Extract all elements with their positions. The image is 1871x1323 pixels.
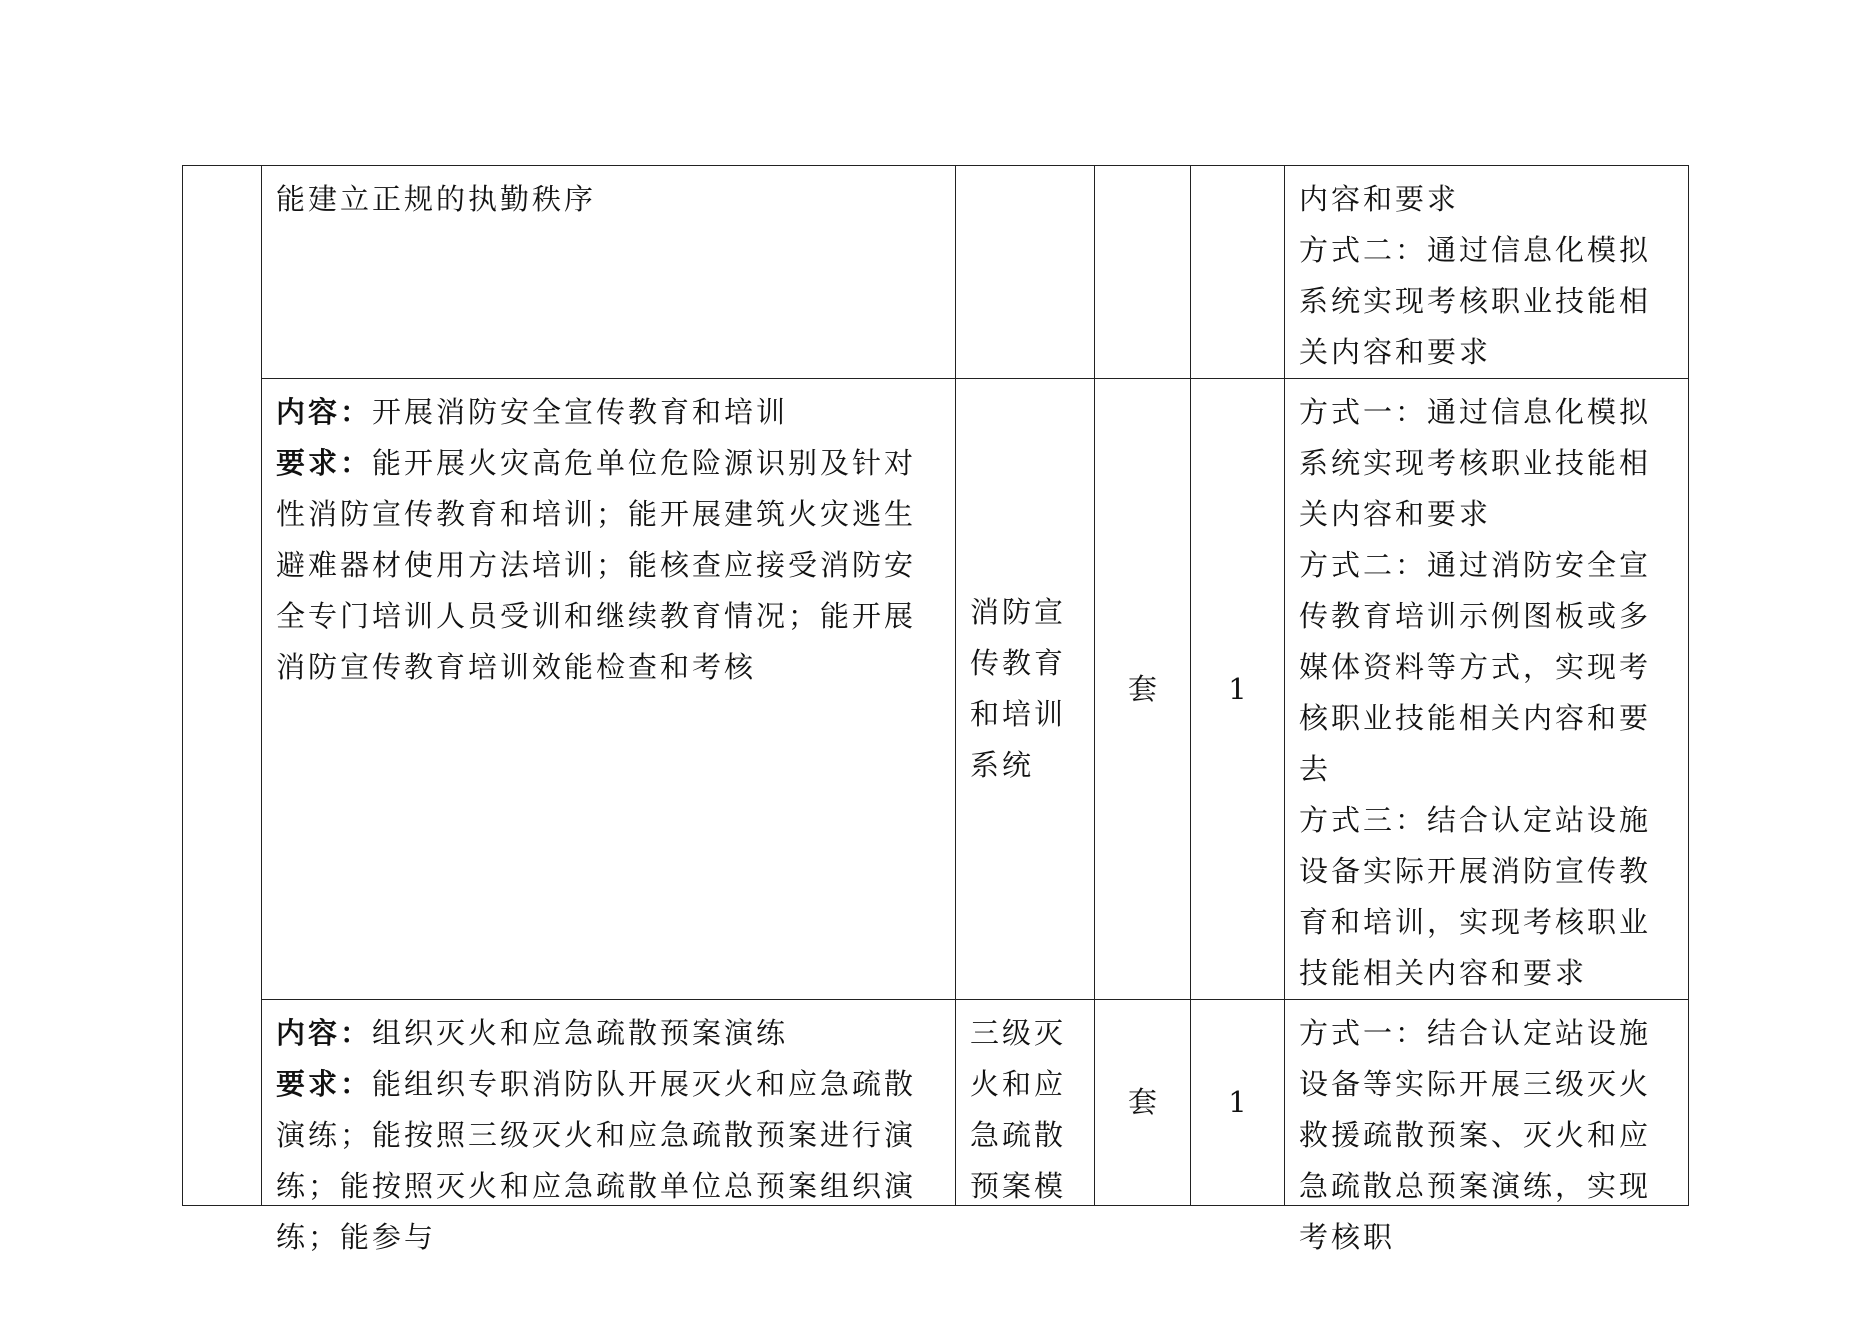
content-value: 组织灭火和应急疏散预案演练 [372, 1016, 789, 1050]
content-text: 能建立正规的执勤秩序 [276, 182, 597, 216]
content-cell [262, 379, 956, 1000]
equipment-name-cell [956, 1000, 1095, 1206]
method-cell [1285, 166, 1689, 379]
content-value: 开展消防安全宣传教育和培训 [372, 395, 789, 429]
requirement-value: 能组织专职消防队开展灭火和应急疏散演练；能按照三级灭火和应急疏散预案进行演练；能按照灭火和应急疏散单位总预案组织演练；能参与 [276, 1067, 917, 1254]
content-label: 内容： [276, 395, 373, 429]
content-cell [262, 1000, 956, 1254]
unit-text: 套 [1127, 1085, 1157, 1119]
method-text: 方式一：通过信息化模拟系统实现考核职业技能相关内容和要求 方式二：通过消防安全宣传教育培训示例图板或多媒体资料等方式，实现考核职业技能相关内容和要去 方式三：结合认定站设施设备实际开展消防宣传教育和培训，实现考核职业技能相关内容和要求 [1299, 395, 1652, 990]
method-text: 内容和要求 方式二：通过信息化模拟系统实现考核职业技能相关内容和要求 [1299, 182, 1652, 369]
quantity-text: 1 [1228, 1085, 1247, 1119]
table-row [183, 1000, 1689, 1206]
equipment-name-cell [956, 166, 1095, 379]
merged-first-column-cell [183, 166, 262, 1206]
content-text [262, 379, 955, 693]
quantity-cell [1191, 379, 1285, 1000]
table-row [183, 166, 1689, 379]
content-cell [262, 166, 956, 379]
equipment-name-text: 消防宣传教育和培训系统 [970, 595, 1067, 782]
requirement-label: 要求： [276, 446, 373, 480]
requirement-label: 要求： [276, 1067, 373, 1101]
unit-cell [1095, 1000, 1191, 1206]
method-text: 方式一：结合认定站设施设备等实际开展三级灭火救援疏散预案、灭火和应急疏散总预案演练，实现考核职 [1299, 1016, 1652, 1254]
unit-cell [1095, 166, 1191, 379]
quantity-text: 1 [1228, 671, 1247, 706]
method-cell [1285, 379, 1689, 1000]
content-label: 内容： [276, 1016, 373, 1050]
quantity-cell [1191, 1000, 1285, 1206]
requirements-table [182, 165, 1689, 1254]
quantity-cell [1191, 166, 1285, 379]
method-cell [1285, 1000, 1689, 1254]
requirement-value: 能开展火灾高危单位危险源识别及针对性消防宣传教育和培训；能开展建筑火灾逃生避难器材使用方法培训；能核查应接受消防安全专门培训人员受训和继续教育情况；能开展消防宣传教育培训效能检查和考核 [276, 446, 917, 684]
equipment-name-text: 三级灭火和应急疏散预案模 [970, 1016, 1067, 1203]
unit-text: 套 [1127, 671, 1157, 706]
unit-cell [1095, 379, 1191, 1000]
equipment-name-cell [956, 379, 1095, 1000]
table-row [183, 379, 1689, 1000]
equipment-name-text [956, 166, 1094, 174]
content-text [262, 1000, 955, 1263]
